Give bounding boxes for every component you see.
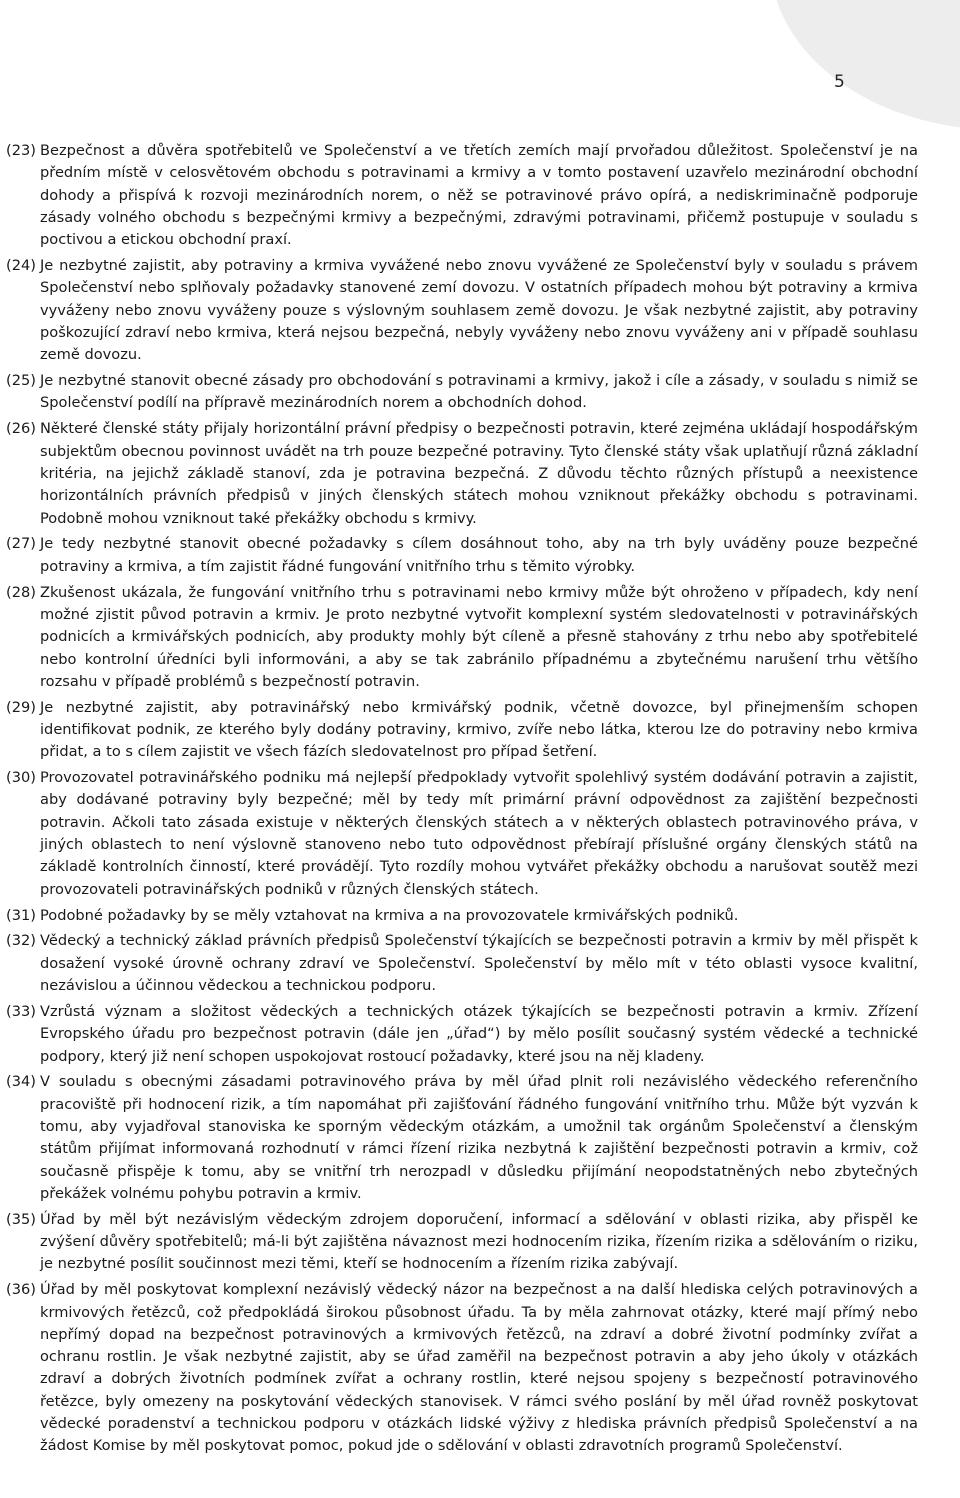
recital-35 <box>6 1209 918 1276</box>
recital-number: (27) <box>6 535 36 553</box>
recital-34 <box>6 1071 918 1205</box>
recital-number: (23) <box>6 142 36 159</box>
recital-text: Je nezbytné zajistit, aby potravinářský nebo krmivářský podnik, včetně dovozce, byl přinejmenším schopen identifikovat podnik, ze kterého byly dodány potraviny, krmivo, zvíře nebo látka, kterou lze do potraviny nebo krmiva přidat, a to s cílem zajistit ve všech fázích sledovatelnost pro případ šetření. <box>40 698 918 761</box>
recital-24 <box>6 255 918 366</box>
recital-29 <box>6 697 918 764</box>
recital-text: Je nezbytné stanovit obecné zásady pro obchodování s potravinami a krmivy, jakož i cíle a zásady, v souladu s nimiž se Společenství podílí na přípravě mezinárodních norem a obchodních dohod. <box>40 372 918 412</box>
recital-31 <box>6 905 918 927</box>
recital-number: (36) <box>6 1281 36 1299</box>
recital-25 <box>6 370 918 415</box>
recital-36 <box>6 1279 918 1457</box>
corner-decoration <box>770 0 960 130</box>
recital-text: Je tedy nezbytné stanovit obecné požadavky s cílem dosáhnout toho, aby na trh byly uváděny pouze bezpečné potraviny a krmiva, a tím zajistit řádné fungování vnitřního trhu s těmito výrobky. <box>40 535 918 575</box>
recital-text: Některé členské státy přijaly horizontální právní předpisy o bezpečnosti potravin, které zejména ukládají hospodářským subjektům obecnou povinnost uvádět na trh pouze bezpečné potraviny. Tyto členské státy však uplatňují různá základní kritéria, na jejichž základě stanoví, zda je potravina bezpečná. Z důvodu těchto různých přístupů a neexistence horizontálních právních předpisů v jiných členských státech mohou vzniknout překážky obchodu s potravinami. Podobně mohou vzniknout také překážky obchodu s krmivy. <box>40 420 918 527</box>
recital-28 <box>6 582 918 693</box>
recital-text: Vědecký a technický základ právních předpisů Společenství týkajících se bezpečnosti potravin a krmiv by měl přispět k dosažení vysoké úrovně ochrany zdraví ve Společenství. Společenství by mělo mít v této oblasti vysoce kvalitní, nezávislou a účinnou vědeckou a technickou podporu. <box>40 932 918 995</box>
recital-33 <box>6 1001 918 1068</box>
recital-30 <box>6 767 918 901</box>
recital-number: (29) <box>6 698 36 716</box>
recital-text: Úřad by měl poskytovat komplexní nezávislý vědecký názor na bezpečnost a na další hlediska celých potravinových a krmivových řetězců, což předpokládá širokou působnost úřadu. Ta by měla zahrnovat otázky, které mají přímý nebo nepřímý dopad na bezpečnost potravinových a krmivových řetězců, na zdraví a dobré životní podmínky zvířat a ochranu rostlin. Je však nezbytné zajistit, aby se úřad zaměřil na bezpečnost potravin a aby jeho úkoly v otázkách zdraví a dobrých životních podmínek zvířat a ochrany rostlin, které nejsou spojeny s bezpečností potravinového řetězce, byly omezeny na poskytování vědeckých stanovisek. V rámci svého poslání by měl úřad rovněž poskytovat vědecké poradenství a technickou podporu v otázkách lidské výživy z hlediska právních předpisů Společenství a na žádost Komise by měl poskytovat pomoc, pokud jde o sdělování v oblasti zdravotních programů Společenství. <box>40 1281 918 1455</box>
recital-number: (28) <box>6 583 36 601</box>
page-number: 5 <box>834 72 845 92</box>
recital-text: Zkušenost ukázala, že fungování vnitřního trhu s potravinami nebo krmivy může být ohroženo v případech, kdy není možné zjistit původ potravin a krmiv. Je proto nezbytné vytvořit komplexní systém sledovatelnosti v potravinářských podnicích a krmivářských podnicích, aby produkty mohly být cíleně a přesně stahovány z trhu nebo aby spotřebitelé nebo kontrolní úředníci byli informováni, a aby se tak zabránilo případnému a zbytečnému narušení trhu většího rozsahu v případě problémů s bezpečností potravin. <box>40 583 918 690</box>
recital-number: (31) <box>6 906 36 924</box>
recital-text: Bezpečnost a důvěra spotřebitelů ve Společenství a ve třetích zemích mají prvořadou důležitost. Společenství je na předním místě v celosvětovém obchodu s potravinami a krmivy a v tomto postavení uzavřelo mezinárodní obchodní dohody a přispívá k rozvoji mezinárodních norem, o něž se potravinové právo opírá, a nediskriminačně podporuje zásady volného obchodu s bezpečnými krmivy a bezpečnými, zdravými potravinami, přičemž postupuje v souladu s poctivou a etickou obchodní praxí. <box>40 142 918 249</box>
recital-23 <box>6 140 918 251</box>
recital-number: (26) <box>6 420 36 438</box>
recital-number: (33) <box>6 1002 36 1020</box>
recital-number: (30) <box>6 769 36 787</box>
recital-number: (24) <box>6 257 36 275</box>
recital-text: V souladu s obecnými zásadami potravinového práva by měl úřad plnit roli nezávislého vědeckého referenčního pracoviště při hodnocení rizik, a tím napomáhat při zajišťování řádného fungování vnitřního trhu. Může být vyzván k tomu, aby vyjadřoval stanoviska ke sporným vědeckým otázkám, a umožnil tak orgánům Společenství a členským státům přijímat informovaná rozhodnutí v rámci řízení rizika nezbytná k zajištění bezpečnosti potravin a krmiv, což současně přispěje k tomu, aby se vnitřní trh nerozpadl v důsledku přijímání neopodstatněných nebo zbytečných překážek volnému pohybu potravin a krmiv. <box>40 1073 918 1202</box>
recital-number: (25) <box>6 372 36 390</box>
recital-number: (35) <box>6 1210 36 1228</box>
recitals-list <box>6 140 918 1461</box>
recital-text: Je nezbytné zajistit, aby potraviny a krmiva vyvážené nebo znovu vyvážené ze Společenství byly v souladu s právem Společenství nebo splňovaly požadavky stanovené zemí dovozu. V ostatních případech mohou být potraviny a krmiva vyváženy nebo znovu vyváženy pouze s výslovným souhlasem země dovozu. Je však nezbytné zajistit, aby potraviny poškozující zdraví nebo krmiva, která nejsou bezpečná, nebyly vyváženy nebo znovu vyváženy ani v případě souhlasu země dovozu. <box>40 257 918 364</box>
recital-text: Podobné požadavky by se měly vztahovat na krmiva a na provozovatele krmivářských podniků. <box>40 906 739 924</box>
recital-text: Úřad by měl být nezávislým vědeckým zdrojem doporučení, informací a sdělování v oblasti rizika, aby přispěl ke zvýšení důvěry spotřebitelů; má-li být zajištěna návaznost mezi hodnocením rizika, řízením rizika a sdělováním o riziku, je nezbytné posílit součinnost mezi těmi, kteří se hodnocením a řízením rizika zabývají. <box>40 1210 918 1273</box>
recital-27 <box>6 533 918 578</box>
recital-26 <box>6 418 918 529</box>
recital-text: Provozovatel potravinářského podniku má nejlepší předpoklady vytvořit spolehlivý systém dodávání potravin a zajistit, aby dodávané potraviny byly bezpečné; měl by tedy mít primární právní odpovědnost za zajištění bezpečnosti potravin. Ačkoli tato zásada existuje v některých členských státech a v některých oblastech potravinového práva, v jiných oblastech to není výslovně stanoveno nebo tuto odpovědnost přebírají příslušné orgány členských států na základě kontrolních činností, které provádějí. Tyto rozdíly mohou vytvářet překážky obchodu a narušovat soutěž mezi provozovateli potravinářských podniků v různých členských státech. <box>40 769 918 898</box>
recital-text: Vzrůstá význam a složitost vědeckých a technických otázek týkajících se bezpečnosti potravin a krmiv. Zřízení Evropského úřadu pro bezpečnost potravin (dále jen „úřad“) by mělo posílit současný systém vědecké a technické podpory, který již není schopen uspokojovat rostoucí požadavky, které jsou na něj kladeny. <box>40 1002 918 1065</box>
recital-32 <box>6 930 918 997</box>
recital-number: (32) <box>6 932 36 950</box>
recital-number: (34) <box>6 1073 36 1091</box>
